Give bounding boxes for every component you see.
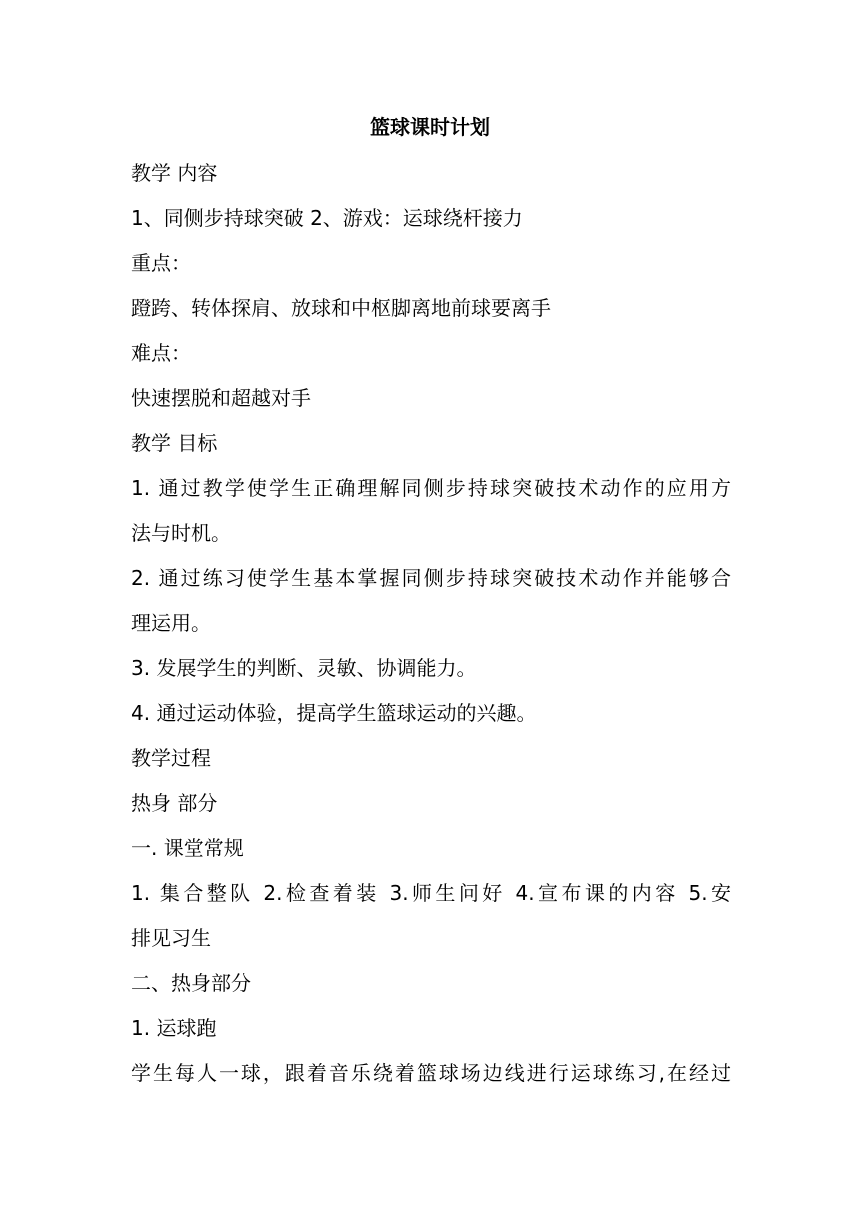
difficulty-heading: 难点： <box>131 341 191 365</box>
goal-item-3: 3. 发展学生的判断、灵敏、协调能力。 <box>131 656 477 680</box>
subsection-routine: 一. 课堂常规 <box>131 836 244 860</box>
goal-item-2-continued: 理运用。 <box>131 611 211 635</box>
content-item: 1、同侧步持球突破 2、游戏：运球绕杆接力 <box>131 206 523 230</box>
section-heading-content: 教学 内容 <box>131 161 218 185</box>
section-heading-process: 教学过程 <box>131 746 211 770</box>
goal-item-1-continued: 法与时机。 <box>131 521 231 545</box>
routine-steps: 1. 集合整队 2.检查着装 3.师生问好 4.宣布课的内容 5.安 <box>131 881 731 905</box>
document-body <box>131 154 731 1099</box>
goal-item-1: 1. 通过教学使学生正确理解同侧步持球突破技术动作的应用方 <box>131 476 731 500</box>
subsection-warmup: 二、热身部分 <box>131 971 251 995</box>
section-heading-goals: 教学 目标 <box>131 431 218 455</box>
key-points-text: 蹬跨、转体探肩、放球和中枢脚离地前球要离手 <box>131 296 551 320</box>
difficulty-text: 快速摆脱和超越对手 <box>131 386 311 410</box>
section-heading-warmup: 热身 部分 <box>131 791 218 815</box>
key-points-heading: 重点： <box>131 251 191 275</box>
warmup-item-1: 1. 运球跑 <box>131 1016 217 1040</box>
goal-item-2: 2. 通过练习使学生基本掌握同侧步持球突破技术动作并能够合 <box>131 566 731 590</box>
goal-item-4: 4. 通过运动体验，提高学生篮球运动的兴趣。 <box>131 701 537 725</box>
warmup-item-1-text: 学生每人一球，跟着音乐绕着篮球场边线进行运球练习,在经过 <box>131 1061 731 1085</box>
document-title: 篮球课时计划 <box>370 115 490 139</box>
routine-steps-continued: 排见习生 <box>131 926 211 950</box>
